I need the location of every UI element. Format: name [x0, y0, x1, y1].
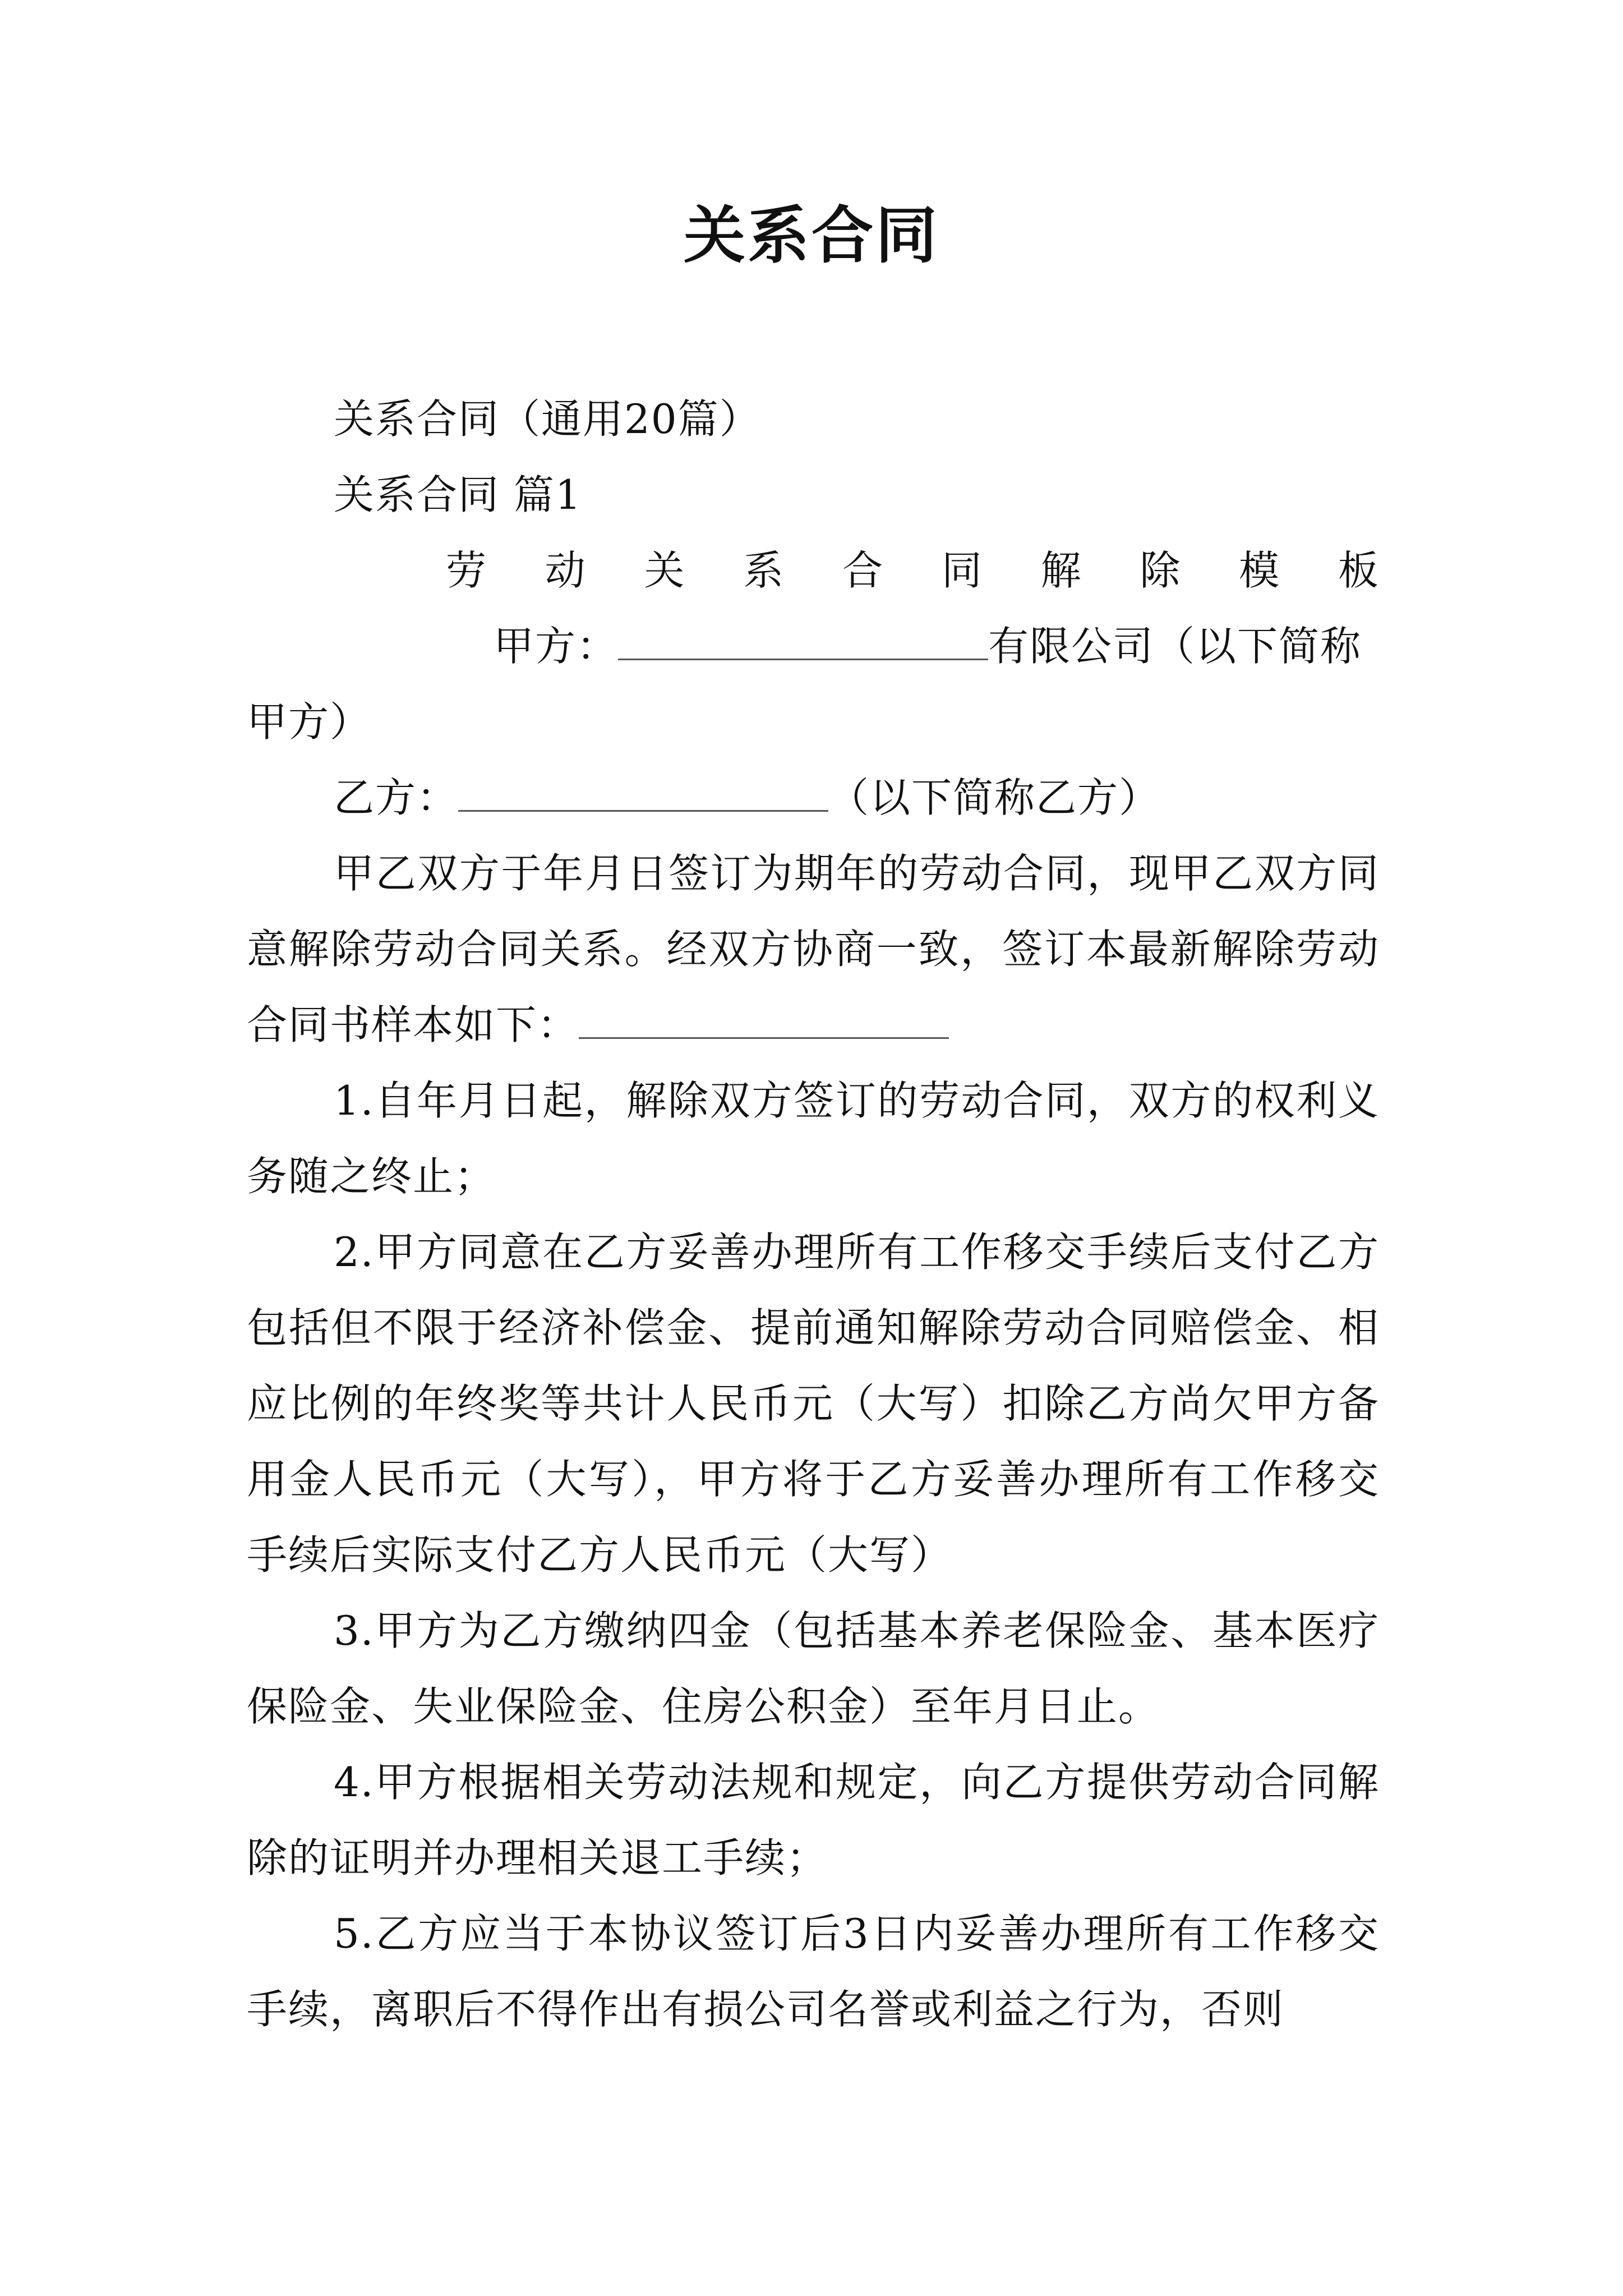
item-5: 5.乙方应当于本协议签订后3日内妥善办理所有工作移交手续，离职后不得作出有损公司名誉或利益之行为，否则 — [247, 1910, 1380, 2033]
document-body — [247, 381, 1380, 2047]
subtitle: 关系合同（通用20篇） — [334, 395, 761, 443]
template-title-char: 模 — [1239, 547, 1281, 594]
item-2: 2.甲方同意在乙方妥善办理所有工作移交手续后支付乙方包括但不限于经济补偿金、提前通知解除劳动合同赔偿金、相应比例的年终奖等共计人民币元（大写）扣除乙方尚欠甲方备用金人民币元（大写），甲方将于乙方妥善办理所有工作移交手续后实际支付乙方人民币元（大写） — [247, 1228, 1380, 1579]
party-a-label: 甲方： — [494, 623, 619, 670]
party-b-label: 乙方： — [334, 774, 459, 821]
party-a-tail: 甲方） — [247, 698, 372, 746]
template-title-char: 劳 — [446, 547, 488, 594]
item-3: 3.甲方为乙方缴纳四金（包括基本养老保险金、基本医疗保险金、失业保险金、住房公积金）至年月日止。 — [247, 1607, 1380, 1730]
intro-text: 甲乙双方于年月日签订为期年的劳动合同，现甲乙双方同意解除劳动合同关系。经双方协商一致，签订本最新解除劳动合同书样本如下： — [247, 850, 1380, 1048]
template-title-char: 板 — [1338, 547, 1380, 594]
party-b-suffix: （以下简称乙方） — [828, 774, 1161, 821]
intro-blank — [579, 1004, 949, 1039]
party-a-suffix: 有限公司（以下简称 — [988, 623, 1362, 670]
party-a-line — [247, 609, 1380, 684]
template-title-char: 动 — [545, 547, 587, 594]
template-title-char: 合 — [842, 547, 884, 594]
template-title-char: 解 — [1040, 547, 1082, 594]
party-b-blank — [458, 776, 828, 812]
template-title-char: 同 — [941, 547, 983, 594]
party-a-blank — [618, 625, 988, 660]
intro-paragraph — [247, 836, 1380, 1063]
item-4: 4.甲方根据相关劳动法规和规定，向乙方提供劳动合同解除的证明并办理相关退工手续； — [247, 1759, 1380, 1881]
document-title: 关系合同 — [684, 200, 939, 272]
party-b-line — [247, 760, 1380, 836]
item-1: 1.自年月日起，解除双方签订的劳动合同，双方的权利义务随之终止； — [247, 1077, 1380, 1200]
template-title-char: 除 — [1140, 547, 1182, 594]
template-title — [247, 533, 1380, 609]
template-title-char: 关 — [644, 547, 686, 594]
section-heading: 关系合同 篇1 — [334, 471, 582, 518]
template-title-char: 系 — [743, 547, 785, 594]
